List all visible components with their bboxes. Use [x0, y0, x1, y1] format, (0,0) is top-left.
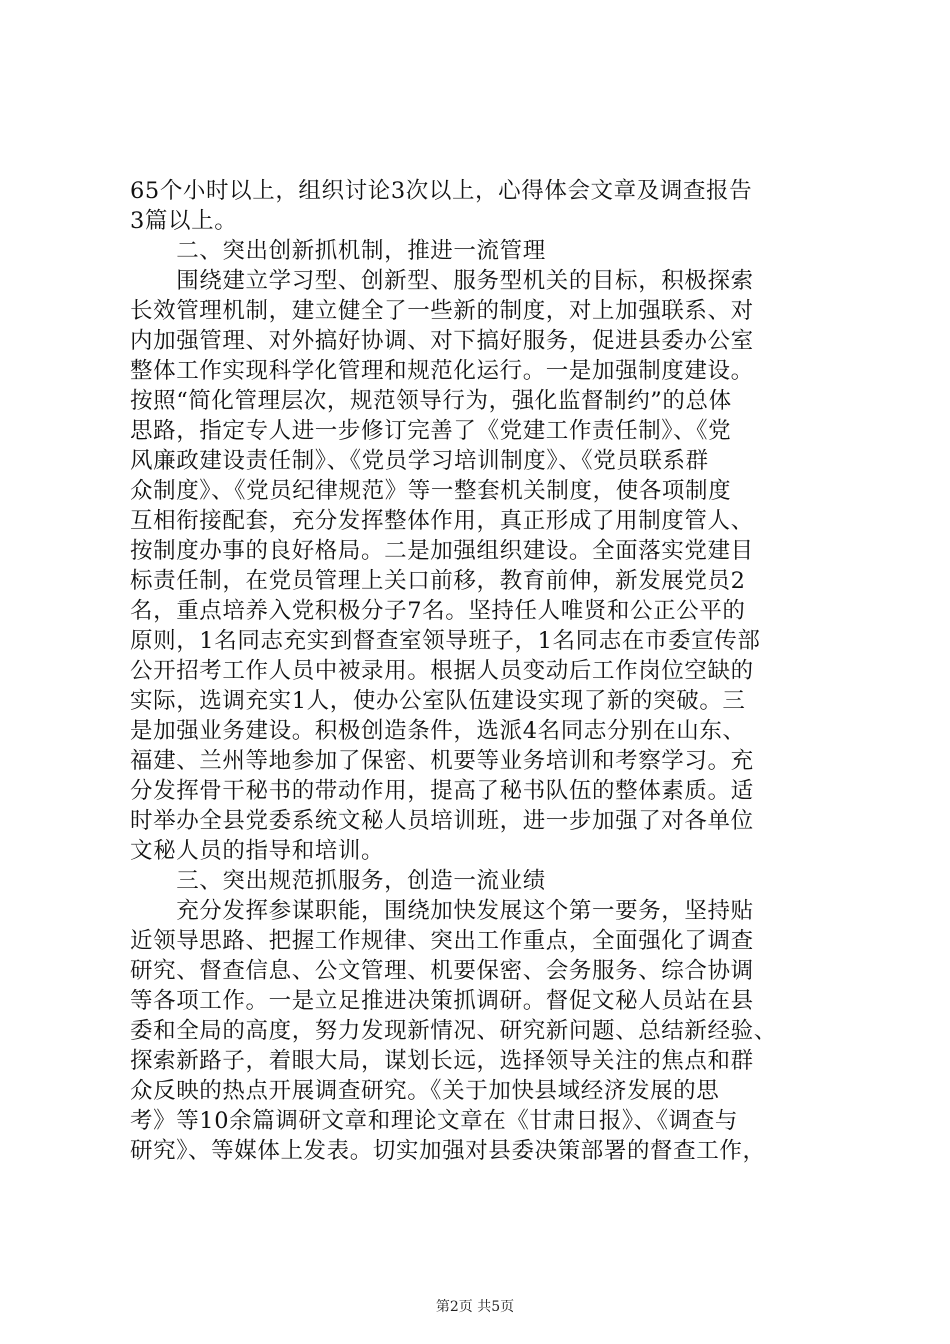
text-line: 充分发挥参谋职能，围绕加快发展这个第一要务，坚持贴 [130, 898, 754, 924]
text-line: 众反映的热点开展调查研究。《关于加快县域经济发展的思 [130, 1078, 720, 1104]
text-line: 研究、督查信息、公文管理、机要保密、会务服务、综合协调 [130, 958, 754, 984]
text-line: 近领导思路、把握工作规律、突出工作重点，全面强化了调查 [130, 928, 754, 954]
text-line: 众制度》、《党员纪律规范》等一整套机关制度，使各项制度 [130, 478, 732, 504]
text-line: 是加强业务建设。积极创造条件，选派4名同志分别在山东、 [130, 718, 746, 744]
text-line: 研究》、等媒体上发表。切实加强对县委决策部署的督查工作， [130, 1138, 766, 1164]
text-line: 探索新路子，着眼大局，谋划长远，选择领导关注的焦点和群 [130, 1048, 754, 1074]
text-line: 思路，指定专人进一步修订完善了《党建工作责任制》、《党 [130, 418, 732, 444]
text-line: 考》等10余篇调研文章和理论文章在《甘肃日报》、《调查与 [130, 1108, 738, 1134]
text-line: 长效管理机制，建立健全了一些新的制度，对上加强联系、对 [130, 298, 754, 324]
section-heading: 三、突出规范抓服务，创造一流业绩 [130, 868, 546, 894]
text-line: 互相衔接配套，充分发挥整体作用，真正形成了用制度管人、 [130, 508, 754, 534]
text-line: 等各项工作。一是立足推进决策抓调研。督促文秘人员站在县 [130, 988, 754, 1014]
text-line: 文秘人员的指导和培训。 [130, 838, 385, 864]
text-line: 分发挥骨干秘书的带动作用，提高了秘书队伍的整体素质。适 [130, 778, 754, 804]
text-line: 3篇以上。 [130, 208, 238, 234]
text-line: 委和全局的高度，努力发现新情况、研究新问题、总结新经验、 [130, 1018, 777, 1044]
text-line: 65个小时以上，组织讨论3次以上，心得体会文章及调查报告 [130, 178, 753, 204]
text-line: 整体工作实现科学化管理和规范化运行。一是加强制度建设。 [130, 358, 754, 384]
text-line: 时举办全县党委系统文秘人员培训班，进一步加强了对各单位 [130, 808, 754, 834]
text-line: 实际，选调充实1人，使办公室队伍建设实现了新的突破。三 [130, 688, 746, 714]
text-line: 标责任制，在党员管理上关口前移，教育前伸，新发展党员2 [130, 568, 746, 594]
text-line: 福建、兰州等地参加了保密、机要等业务培训和考察学习。充 [130, 748, 754, 774]
text-line: 围绕建立学习型、创新型、服务型机关的目标，积极探索 [130, 268, 754, 294]
text-line: 名，重点培养入党积极分子7名。坚持任人唯贤和公正公平的 [130, 598, 746, 624]
page-footer: 第2页 共5页 [435, 1299, 515, 1315]
text-line: 风廉政建设责任制》、《党员学习培训制度》、《党员联系群 [130, 448, 709, 474]
text-line: 公开招考工作人员中被录用。根据人员变动后工作岗位空缺的 [130, 658, 754, 684]
text-line: 按照“简化管理层次，规范领导行为，强化监督制约”的总体 [130, 388, 732, 414]
section-heading: 二、突出创新抓机制，推进一流管理 [130, 238, 546, 264]
text-line: 内加强管理、对外搞好协调、对下搞好服务，促进县委办公室 [130, 328, 754, 354]
text-line: 按制度办事的良好格局。二是加强组织建设。全面落实党建目 [130, 538, 754, 564]
text-line: 原则，1名同志充实到督查室领导班子，1名同志在市委宣传部 [130, 628, 761, 654]
